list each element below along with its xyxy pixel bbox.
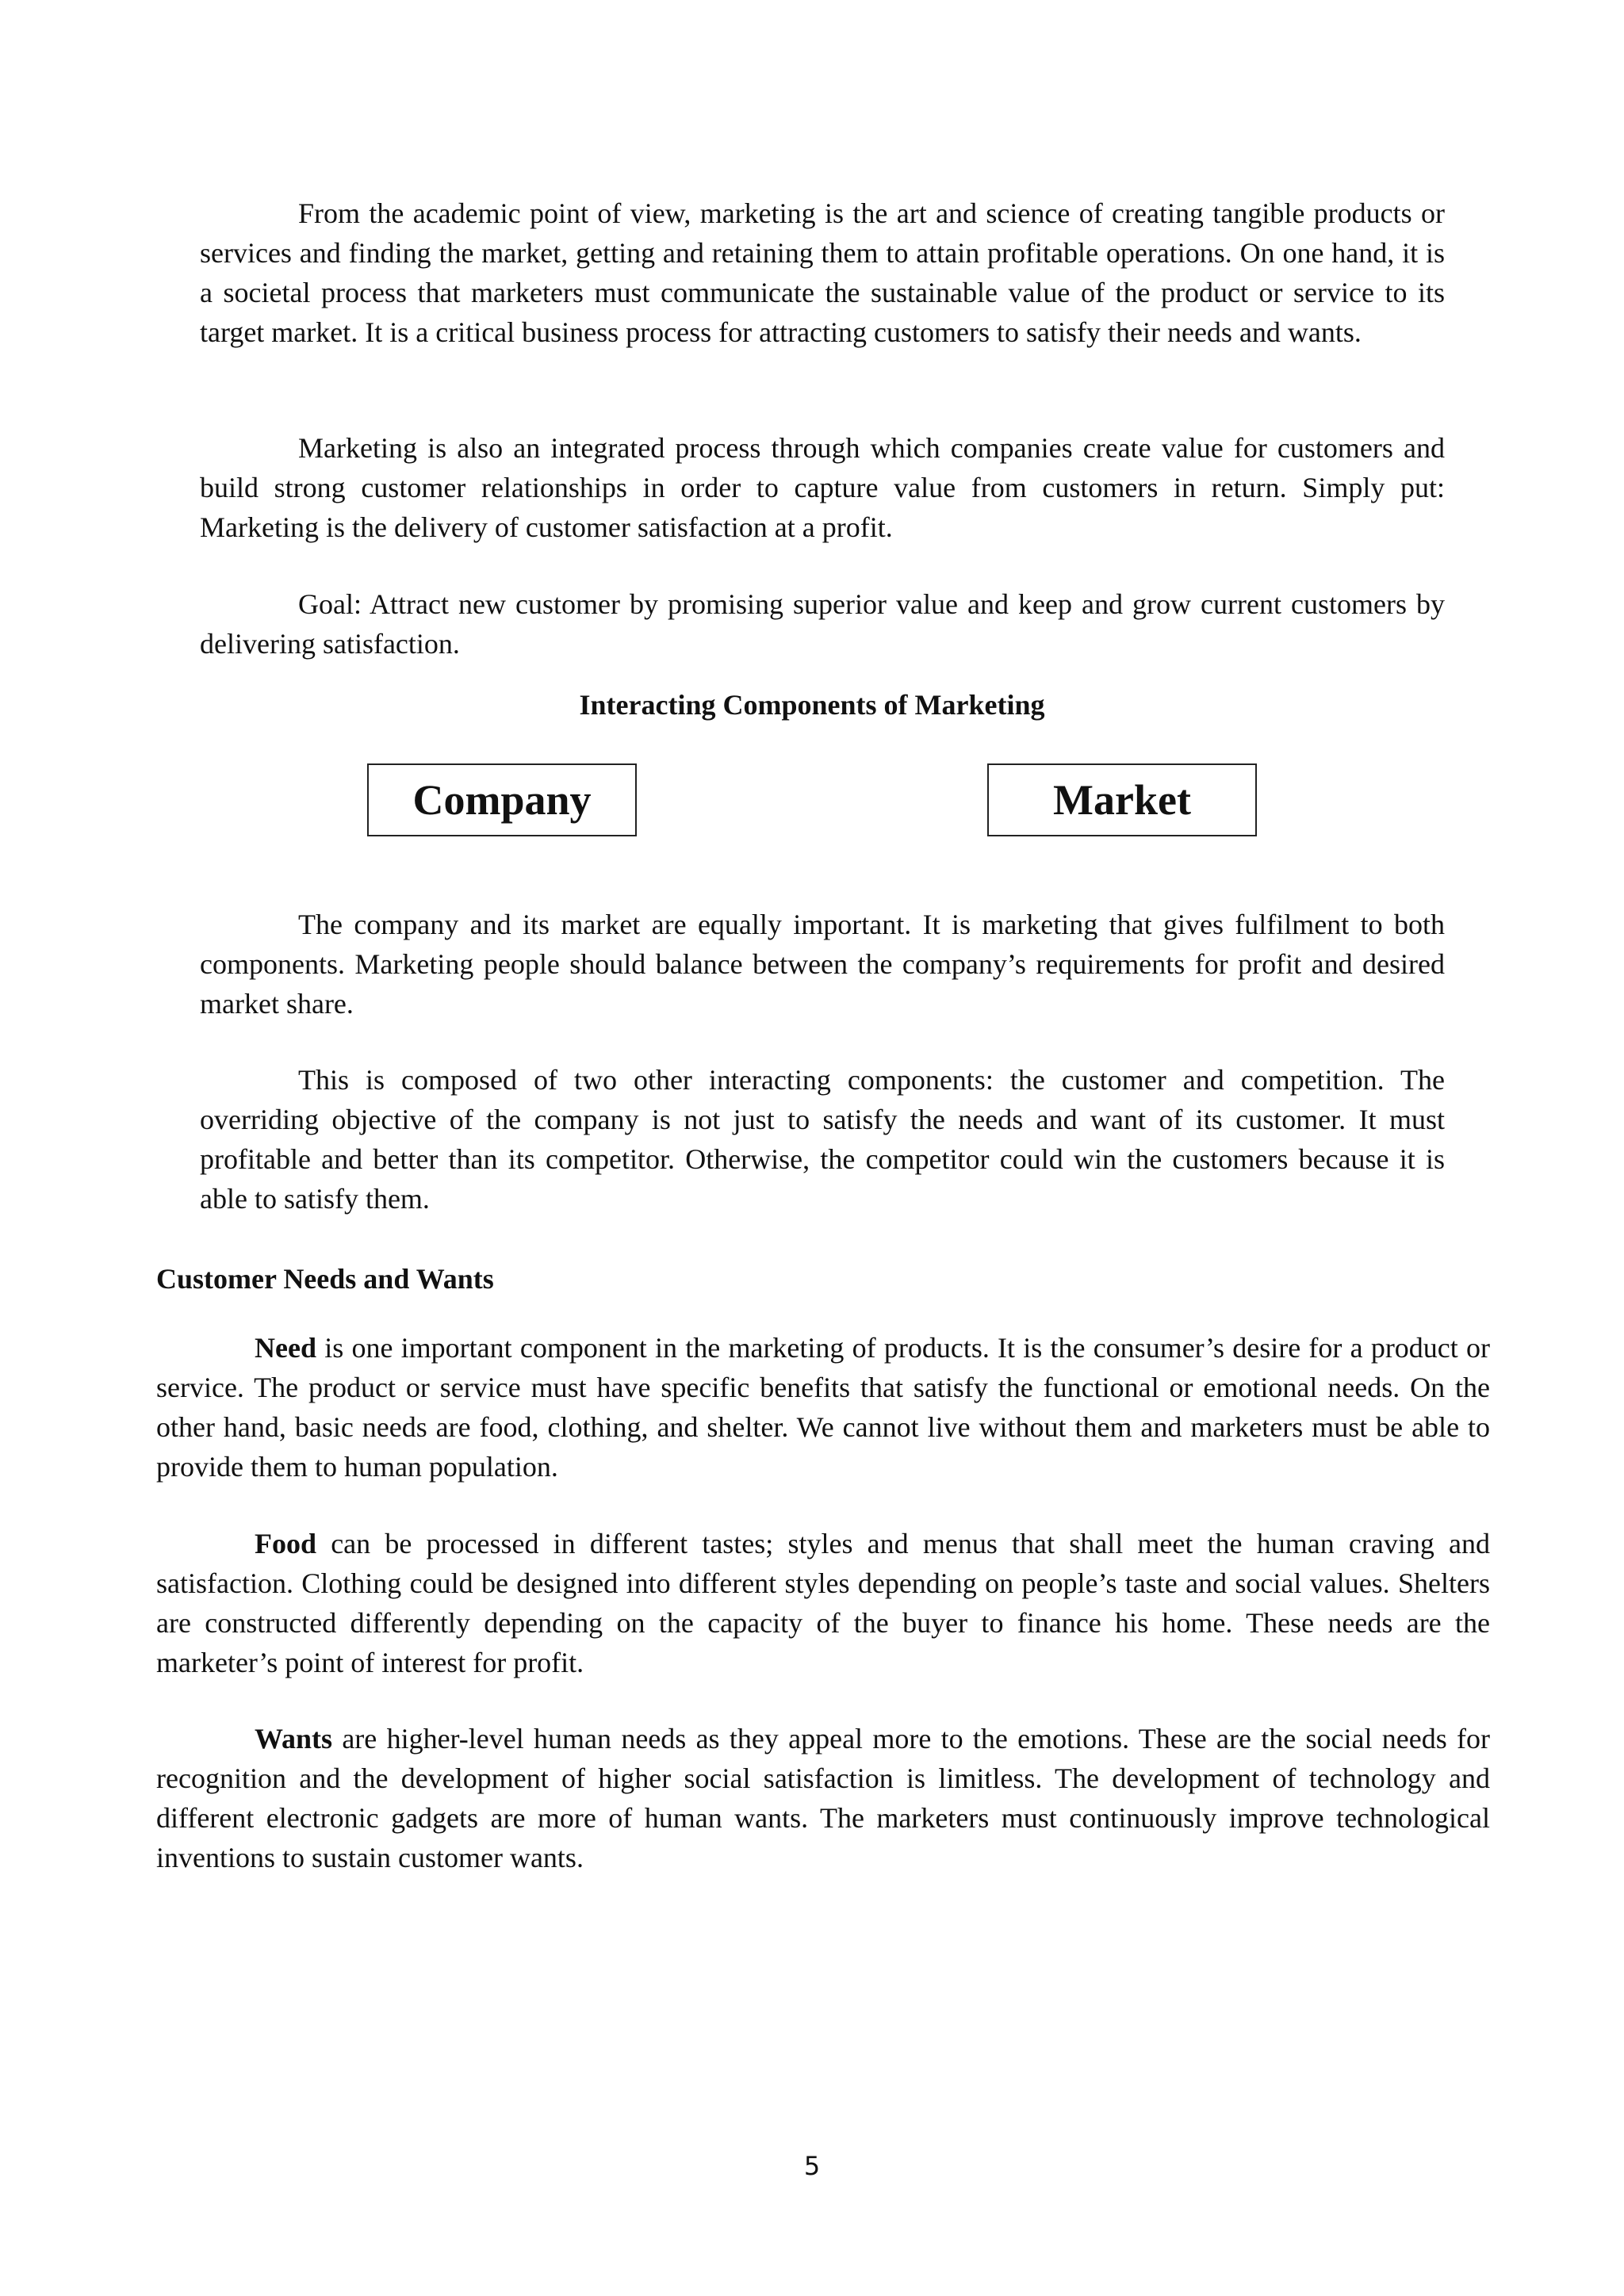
page-number: 5 xyxy=(803,2151,821,2181)
paragraph-interacting-components xyxy=(200,1060,1445,1219)
paragraph-goal xyxy=(200,584,1445,664)
term-need: Need xyxy=(255,1332,316,1364)
market-box-label: Market xyxy=(1053,776,1191,824)
paragraph-integrated-process xyxy=(200,428,1445,547)
paragraph-text: The company and its market are equally important. It is marketing that gives fulfilment to both components. Marketing people should balance between the company’s requirements for profit and desired market share. xyxy=(200,909,1445,1020)
term-wants: Wants xyxy=(255,1723,333,1755)
paragraph-text: Goal: Attract new customer by promising superior value and keep and grow current customers by delivering satisfaction. xyxy=(200,588,1445,660)
paragraph-wants xyxy=(156,1719,1490,1877)
paragraph-text: Marketing is also an integrated process through which companies create value for customers and build strong customer relationships in order to capture value from customers in return. Simply put: Marketing is the delivery of customer satisfaction at a profit. xyxy=(200,432,1445,543)
section-heading: Customer Needs and Wants xyxy=(156,1263,494,1295)
paragraph-food xyxy=(156,1524,1490,1682)
paragraph-text: This is composed of two other interacting components: the customer and competition. The overriding objective of the company is not just to satisfy the needs and want of its customer. It must profitable and better than its competitor. Otherwise, the competitor could win the customers because it is able to satisfy them. xyxy=(200,1064,1445,1215)
paragraph-company-market xyxy=(200,905,1445,1024)
paragraph-need xyxy=(156,1328,1490,1487)
diagram-caption: Interacting Components of Marketing xyxy=(579,689,1045,721)
paragraph-text: are higher-level human needs as they appeal more to the emotions. These are the social needs for recognition and the development of higher social satisfaction is limitless. The development of technology and different electronic gadgets are more of human wants. The marketers must continuously improve technological inventions to sustain customer wants. xyxy=(156,1723,1490,1873)
paragraph-text: can be processed in different tastes; styles and menus that shall meet the human craving and satisfaction. Clothing could be designed into different styles depending on people’s taste and social values. Shelters are constructed differently depending on the capacity of the buyer to finance his home. These needs are the marketer’s point of interest for profit. xyxy=(156,1528,1490,1678)
paragraph-marketing-definition xyxy=(200,193,1445,352)
market-box xyxy=(987,763,1257,836)
term-food: Food xyxy=(255,1528,317,1559)
company-box-label: Company xyxy=(412,776,592,824)
paragraph-text: is one important component in the marketing of products. It is the consumer’s desire for a product or service. The product or service must have specific benefits that satisfy the functional or emotional needs. On the other hand, basic needs are food, clothing, and shelter. We cannot live without them and marketers must be able to provide them to human population. xyxy=(156,1332,1490,1483)
paragraph-text: From the academic point of view, marketing is the art and science of creating tangible products or services and finding the market, getting and retaining them to attain profitable operations. On one hand, it is a societal process that marketers must communicate the sustainable value of the product or service to its target market. It is a critical business process for attracting customers to satisfy their needs and wants. xyxy=(200,197,1445,348)
company-box xyxy=(367,763,637,836)
